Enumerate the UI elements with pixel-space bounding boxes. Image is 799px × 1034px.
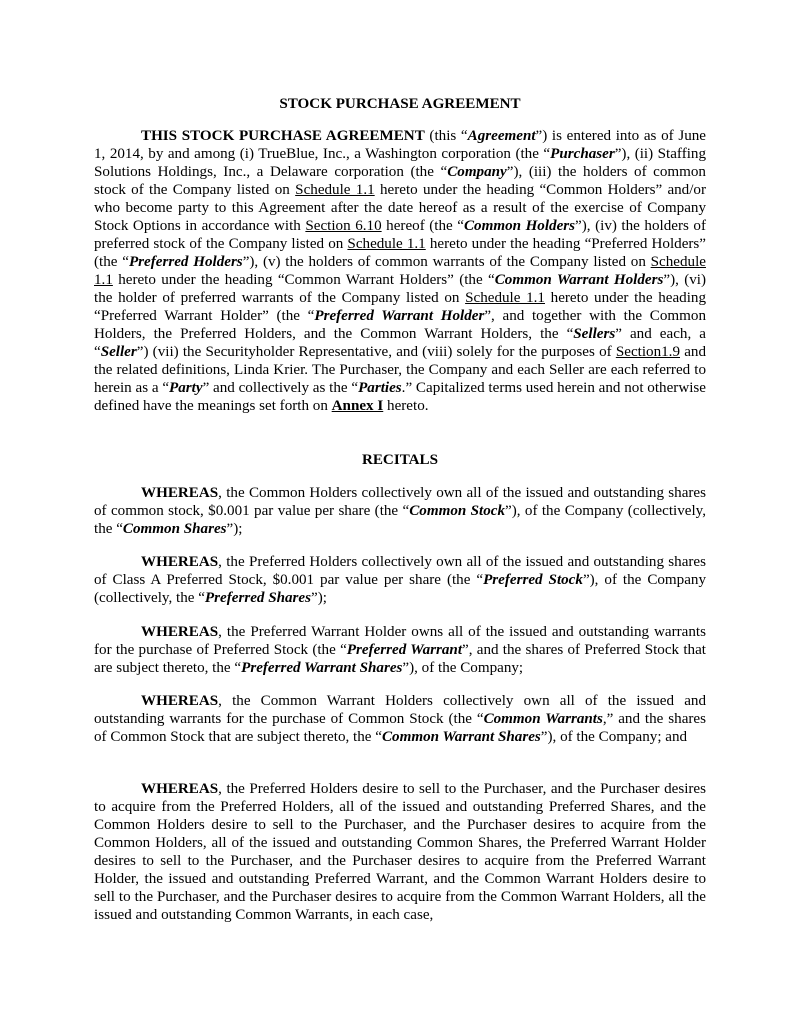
recital-text: , the Common Holders collectively own all of the issued and outstanding shares of common stock, $0.001 par value per share (the “ (94, 485, 706, 519)
recital-text: , the Preferred Warrant Holder owns all of the issued and outstanding warrants for the purchase of Preferred Stock (the “ (94, 624, 706, 658)
defined-term-common-holders: Common Holders (463, 218, 576, 234)
defined-term-preferred-warrant: Preferred Warrant (346, 642, 463, 658)
defined-term-common-shares: Common Shares (122, 521, 227, 537)
recital-text: , the Preferred Holders desire to sell to the Purchaser, and the Purchaser desires to acquire from the Preferred Holders, all of the issued and outstanding Preferred Shares, and the Common Holders desire to sell to the Purchaser, and the Purchaser desires to acquire from the Common Holders, all of the issued and outstanding Common Shares, the Preferred Warrant Holder desires to sell to the Purchaser, and the Purchaser desires to acquire from the Preferred Warrant Holder, the issued and outstanding Preferred Warrant, and the Common Warrant Holders desire to sell to the Purchaser, and the Purchaser desires to acquire from the Common Warrant Holders, all the issued and outstanding Common Warrants, in each case, (94, 781, 706, 923)
document-title: STOCK PURCHASE AGREEMENT (279, 96, 521, 112)
schedule-reference: Schedule 1.1 (465, 290, 545, 306)
defined-term-preferred-holders: Preferred Holders (128, 254, 243, 270)
defined-term-sellers: Sellers (573, 326, 616, 342)
recital-text: , the Common Warrant Holders collectively own all of the issued and outstanding warrants for the purchase of Common Stock (the “ (94, 693, 706, 727)
recital-text: ”), of the Company (collectively, the “ (94, 572, 707, 606)
defined-term-seller: Seller (100, 344, 137, 360)
defined-term-parties: Parties (358, 380, 402, 396)
defined-term-preferred-warrant-shares: Preferred Warrant Shares (241, 660, 403, 676)
defined-term-preferred-shares: Preferred Shares (204, 590, 311, 606)
intro-paragraph (94, 127, 706, 415)
defined-term-common-warrants: Common Warrants (483, 711, 603, 727)
recital-paragraph-5 (94, 780, 706, 924)
schedule-reference: Schedule 1.1 (295, 182, 375, 198)
intro-lead: THIS STOCK PURCHASE AGREEMENT (141, 128, 425, 144)
annex-reference: Annex I (331, 398, 384, 414)
defined-term-company: Company (447, 164, 507, 180)
intro-text: ”), (v) the holders of common warrants of the Company listed on (242, 254, 651, 270)
intro-text: hereto under the heading “Common Holders” and/or who become party to this Agreement after the date hereof as a result of the exercise of Company Stock Options in accordance with (94, 182, 706, 234)
intro-text: ” and collectively as the “ (202, 380, 359, 396)
defined-term-agreement: Agreement (467, 128, 536, 144)
intro-text: hereto under the heading “Preferred Holders” (the “ (94, 236, 707, 270)
whereas-label: WHEREAS (141, 485, 219, 501)
section-reference: Section1.9 (615, 344, 680, 360)
defined-term-preferred-warrant-holder: Preferred Warrant Holder (314, 308, 485, 324)
recitals-heading: RECITALS (361, 452, 439, 468)
recital-text: ”, and the shares of Preferred Stock that are subject thereto, the “ (94, 642, 706, 676)
intro-text: ” and each, a “ (94, 326, 706, 360)
recital-paragraph-4 (94, 692, 706, 746)
intro-text: ”, and together with the Common Holders, the Preferred Holders, and the Common Warrant Holders, the “ (94, 308, 706, 342)
defined-term-common-warrant-shares: Common Warrant Shares (381, 729, 541, 745)
recital-text: ,” and the shares of Common Stock that are subject thereto, the “ (94, 711, 706, 745)
defined-term-common-warrant-holders: Common Warrant Holders (494, 272, 664, 288)
intro-text: ”), (vi) the holder of preferred warrants of the Company listed on (94, 272, 707, 306)
defined-term-party: Party (169, 380, 203, 396)
intro-text: (this “ (424, 128, 468, 144)
recital-paragraph-3 (94, 623, 706, 677)
defined-term-preferred-stock: Preferred Stock (483, 572, 583, 588)
whereas-label: WHEREAS (141, 624, 219, 640)
section-reference: Section 6.10 (305, 218, 382, 234)
whereas-label: WHEREAS (141, 693, 219, 709)
recital-text: ”); (226, 521, 243, 537)
recital-text: ”), of the Company; and (540, 729, 688, 745)
intro-text: hereto under the heading “Common Warrant Holders” (the “ (112, 272, 495, 288)
schedule-reference: Schedule 1.1 (347, 236, 426, 252)
whereas-label: WHEREAS (141, 781, 219, 797)
recital-text: ”), of the Company; (402, 660, 524, 676)
whereas-label: WHEREAS (141, 554, 219, 570)
defined-term-purchaser: Purchaser (550, 146, 615, 162)
recital-text: ”); (311, 590, 327, 606)
intro-text: ”), (ii) Staffing Solutions Holdings, Inc., a Delaware corporation (the “ (94, 146, 707, 180)
intro-text: ”), (iii) the holders of common stock of the Company listed on (94, 164, 706, 198)
intro-text: .” Capitalized terms used herein and not otherwise defined have the meanings set forth on (94, 380, 706, 414)
intro-text: hereto under the heading “Preferred Warrant Holder” (the “ (94, 290, 706, 324)
recital-paragraph-1 (94, 484, 706, 538)
intro-text: and the related definitions, Linda Krier. The Purchaser, the Company and each Seller are each referred to herein as a “ (94, 344, 706, 396)
intro-text: ”) (vii) the Securityholder Representative, and (viii) solely for the purposes of (136, 344, 616, 360)
intro-text: ”), (iv) the holders of preferred stock of the Company listed on (94, 218, 706, 252)
schedule-reference: Schedule 1.1 (94, 254, 706, 288)
recital-text: , the Preferred Holders collectively own all of the issued and outstanding shares of Class A Preferred Stock, $0.001 par value per share (the “ (94, 554, 706, 588)
recital-text: ”), of the Company (collectively, the “ (94, 503, 706, 537)
intro-text: hereof (the “ (381, 218, 464, 234)
defined-term-common-stock: Common Stock (409, 503, 506, 519)
recital-paragraph-2 (94, 553, 706, 607)
intro-text: hereto. (383, 398, 429, 414)
intro-text: ”) is entered into as of June 1, 2014, by and among (i) TrueBlue, Inc., a Washington corporation (the “ (94, 128, 706, 162)
